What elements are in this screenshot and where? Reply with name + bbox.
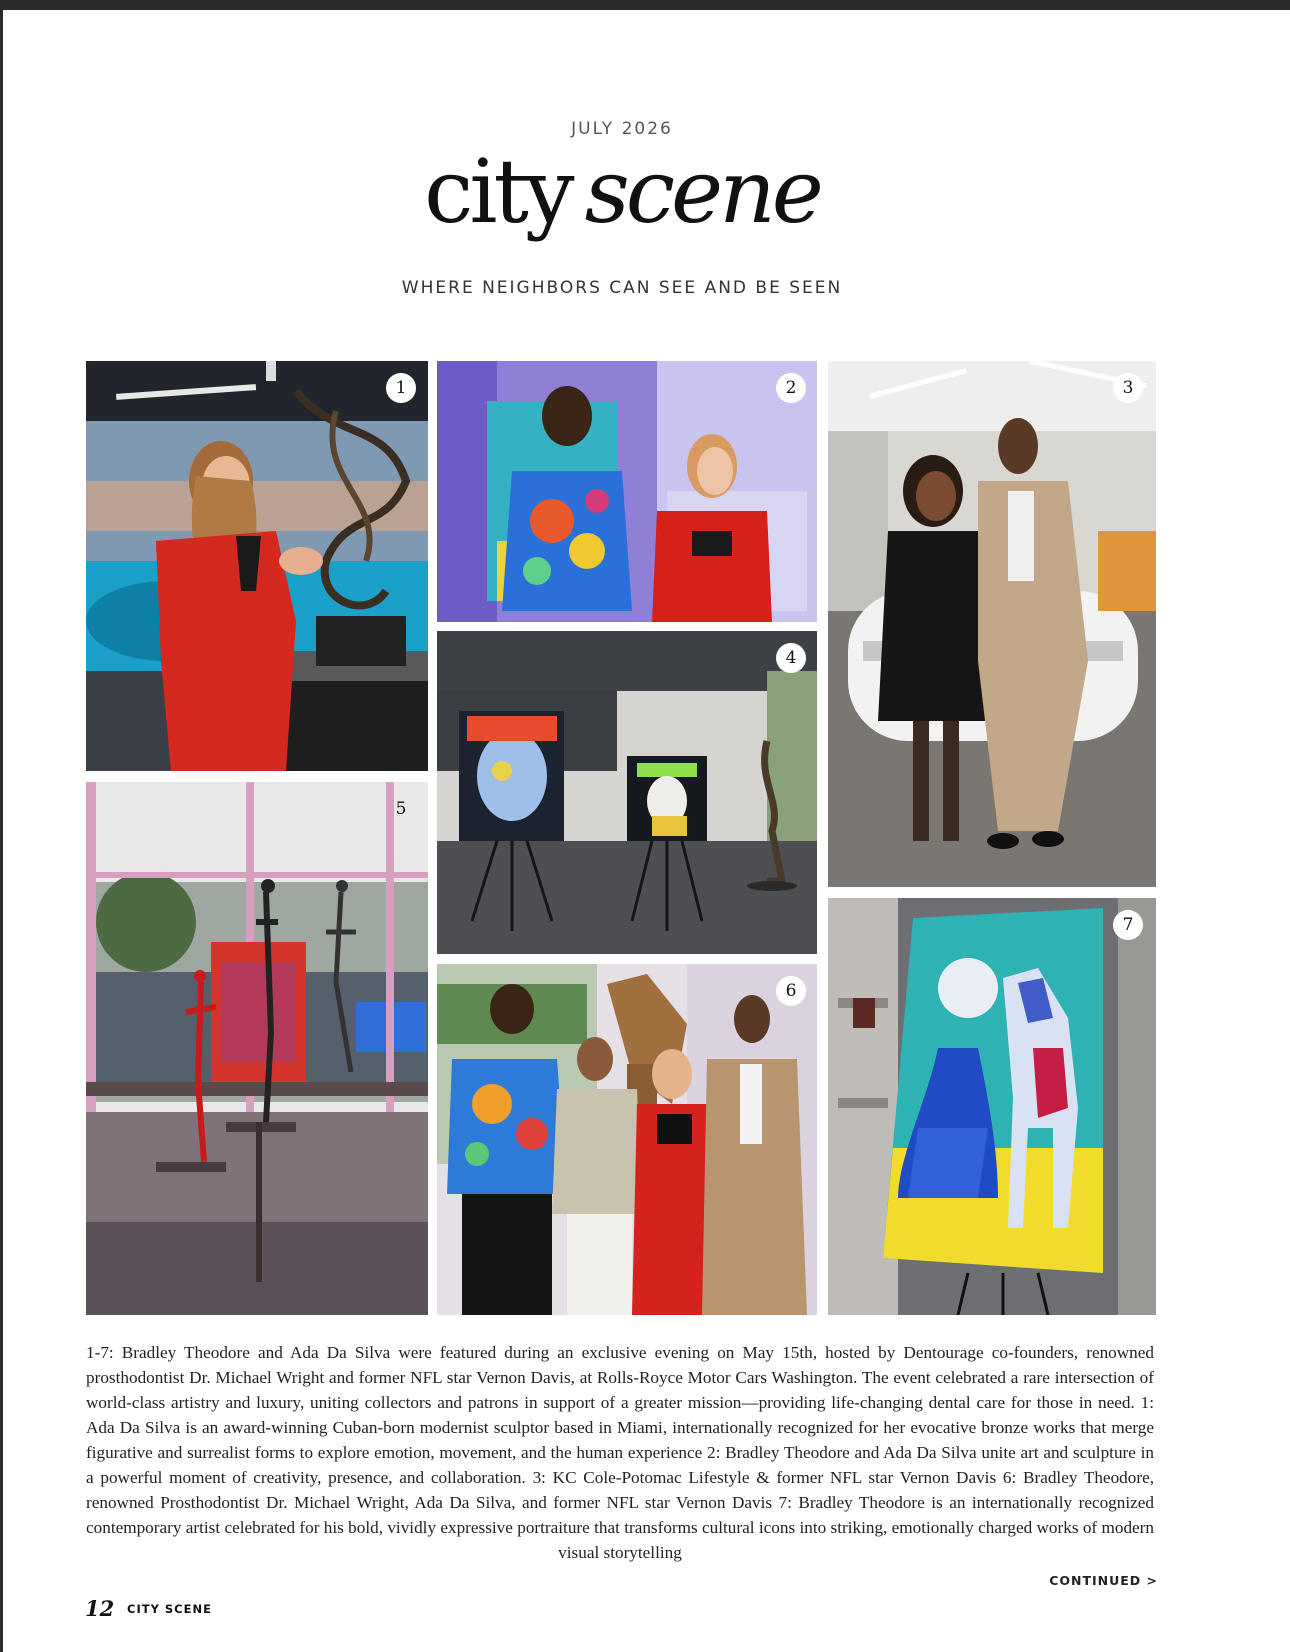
masthead-title [3, 140, 1241, 243]
page-number: 12 [85, 1596, 115, 1621]
photo-5 [86, 782, 428, 1315]
photo-number-badge: 2 [776, 373, 806, 403]
continued-link[interactable]: CONTINUED > [1049, 1573, 1158, 1588]
masthead-city: city [424, 140, 571, 243]
photo-6 [437, 964, 817, 1315]
photo-4 [437, 631, 817, 954]
photo-number-badge: 6 [776, 976, 806, 1006]
photo-caption: 1-7: Bradley Theodore and Ada Da Silva were featured during an exclusive evening on May 15th, hosted by Dentourage co-founders, renowned prosthodontist Dr. Michael Wright and former NFL star Vernon Davis, at Rolls-Royce Motor Cars Washington. The event celebrated a rare intersection of world-class artistry and luxury, uniting collectors and patrons in support of a greater mission—providing life-changing dental care for those in need. 1: Ada Da Silva is an award-winning Cuban-born modernist sculptor based in Miami, internationally recognized for her evocative bronze works that merge figurative and surrealist forms to explore emotion, movement, and the human experience 2: Bradley Theodore and Ada Da Silva unite art and sculpture in a powerful moment of creativity, presence, and collaboration. 3: KC Cole-Potomac Lifestyle & former NFL star Vernon Davis 6: Bradley Theodore, renowned Prosthodontist Dr. Michael Wright, Ada Da Silva, and former NFL star Vernon Davis 7: Bradley Theodore is an internationally recognized contemporary artist celebrated for his bold, vividly expressive portraiture that transforms cultural icons into striking, emotionally charged works of modern visual storytelling [86, 1343, 1154, 1562]
section-name: CITY SCENE [127, 1602, 212, 1616]
photo-3 [828, 361, 1156, 887]
photo-1 [86, 361, 428, 771]
photo-number-badge: 5 [395, 799, 407, 819]
photo-number-badge: 7 [1113, 910, 1143, 940]
top-border [0, 0, 1290, 10]
photo-number-badge: 4 [776, 643, 806, 673]
photo-2 [437, 361, 817, 622]
photo-number-badge: 3 [1113, 373, 1143, 403]
masthead-scene: scene [584, 140, 820, 243]
magazine-page [3, 10, 1290, 1652]
photo-7 [828, 898, 1156, 1315]
issue-date: JULY 2026 [571, 119, 673, 139]
photo-number-badge: 1 [386, 373, 416, 403]
masthead-tagline: WHERE NEIGHBORS CAN SEE AND BE SEEN [401, 278, 843, 298]
